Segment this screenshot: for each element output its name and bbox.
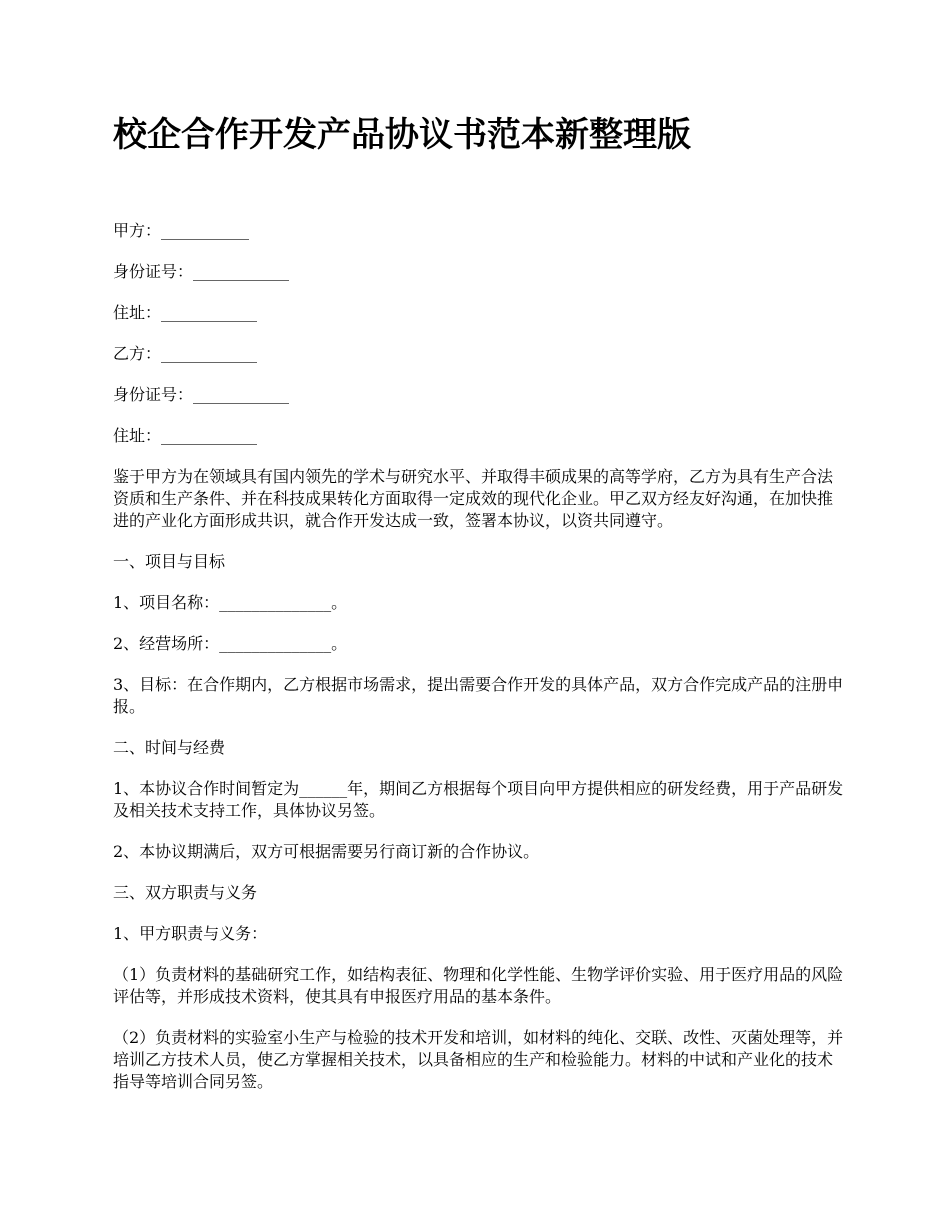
party-b-field: 乙方：____________ [113, 344, 258, 363]
party-a-duty-item-1: （1）负责材料的基础研究工作，如结构表征、物理和化学性能、生物学评价实验、用于医疗用品的风险评估等，并形成技术资料，使其具有申报医疗用品的基本条件。 [113, 965, 844, 1006]
document-title: 校企合作开发产品协议书范本新整理版 [113, 115, 691, 155]
party-a-field: 甲方：___________ [113, 221, 250, 240]
party-a-id-field: 身份证号：____________ [113, 262, 290, 281]
party-b-address-field: 住址：____________ [113, 426, 258, 445]
goal-clause: 3、目标：在合作期内，乙方根据市场需求，提出需要合作开发的具体产品，双方合作完成产品的注册申报。 [113, 675, 844, 716]
project-name-clause: 1、项目名称：______________。 [113, 593, 348, 612]
party-a-duties-heading: 1、甲方职责与义务： [113, 924, 268, 943]
party-b-id-field: 身份证号：____________ [113, 385, 290, 404]
section-heading-project: 一、项目与目标 [113, 552, 226, 571]
party-a-duty-item-2: （2）负责材料的实验室小生产与检验的技术开发和培训，如材料的纯化、交联、改性、灭菌处理等，并培训乙方技术人员，使乙方掌握相关技术，以具备相应的生产和检验能力。材料的中试和产业化的技术指导等培训合同另签。 [113, 1028, 844, 1091]
business-location-clause: 2、经营场所：______________。 [113, 634, 348, 653]
preamble-paragraph: 鉴于甲方为在领域具有国内领先的学术与研究水平、并取得丰硕成果的高等学府，乙方为具有生产合法资质和生产条件、并在科技成果转化方面取得一定成效的现代化企业。甲乙双方经友好沟通，在加快推进的产业化方面形成共识，就合作开发达成一致，签署本协议，以资共同遵守。 [113, 467, 834, 530]
section-heading-duties: 三、双方职责与义务 [113, 883, 258, 902]
party-a-address-field: 住址：____________ [113, 303, 258, 322]
document-body [113, 220, 848, 1112]
cooperation-period-clause: 1、本协议合作时间暂定为______年，期间乙方根据每个项目向甲方提供相应的研发经费，用于产品研发及相关技术支持工作，具体协议另签。 [113, 779, 844, 820]
renewal-clause: 2、本协议期满后，双方可根据需要另行商订新的合作协议。 [113, 842, 540, 861]
section-heading-time-funding: 二、时间与经费 [113, 738, 226, 757]
